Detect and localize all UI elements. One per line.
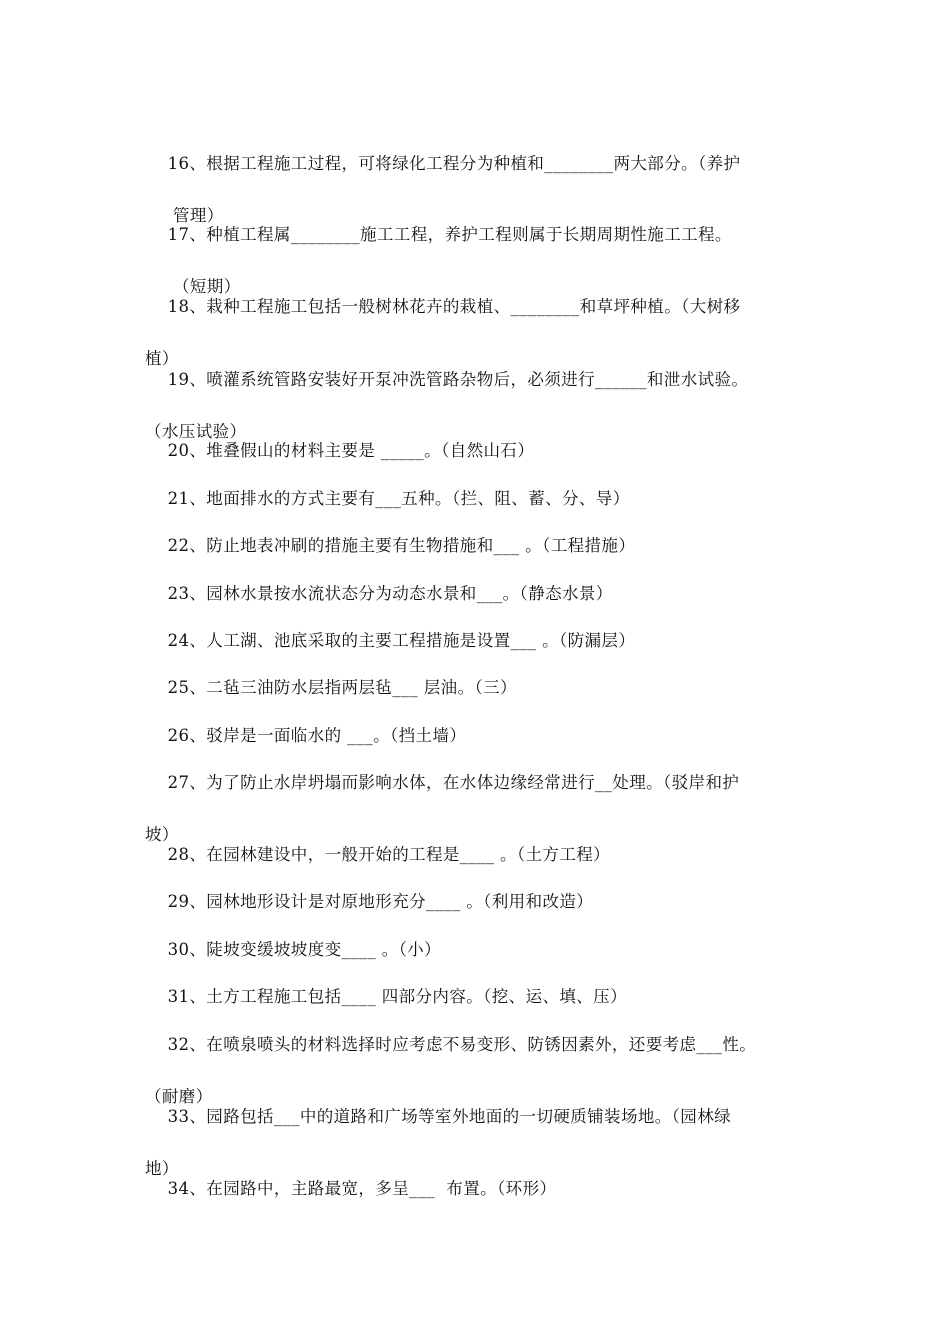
question-text: 30、陡坡变缓坡坡度变____ 。（小） [167,940,442,959]
question-text: 26、驳岸是一面临水的 ___。（挡土墙） [167,726,467,745]
question-answer: 植） [145,349,179,368]
question-answer: （水压试验） [145,422,247,441]
question-answer: 管理） [173,206,224,225]
question-text: 32、在喷泉喷头的材料选择时应考虑不易变形、防锈因素外，还要考虑___性。 [167,1035,757,1054]
question-34 [145,1150,805,1228]
question-text: 18、栽种工程施工包括一般树林花卉的栽植、________和草坪种植。（大树移 [167,297,741,316]
question-text: 17、种植工程属________施工工程，养护工程则属于长期周期性施工工程。 [167,225,732,244]
question-answer: 地） [145,1159,179,1178]
question-text: 24、人工湖、池底采取的主要工程措施是设置___ 。（防漏层） [167,631,636,650]
question-text: 23、园林水景按水流状态分为动态水景和___。（静态水景） [167,584,613,603]
question-text: 28、在园林建设中，一般开始的工程是____ 。（土方工程） [167,845,611,864]
question-answer: 坡） [145,825,179,844]
question-text: 29、园林地形设计是对原地形充分____ 。（利用和改造） [167,892,594,911]
question-text: 20、堆叠假山的材料主要是 _____。（自然山石） [167,441,535,460]
question-answer: （耐磨） [145,1087,213,1106]
question-text: 31、土方工程施工包括____ 四部分内容。（挖、运、填、压） [167,987,627,1006]
question-text: 27、为了防止水岸坍塌而影响水体，在水体边缘经常进行__处理。（驳岸和护 [167,773,740,792]
question-text: 21、地面排水的方式主要有___五种。（拦、阻、蓄、分、导） [167,489,630,508]
question-text: 33、园路包括___中的道路和广场等室外地面的一切硬质铺装场地。（园林绿 [167,1107,731,1126]
question-text: 34、在园路中，主路最宽，多呈___ 布置。（环形） [167,1179,557,1198]
question-text: 19、喷灌系统管路安装好开泵冲洗管路杂物后，必须进行______和泄水试验。 [167,370,749,389]
question-text: 16、根据工程施工过程，可将绿化工程分为种植和________两大部分。（养护 [167,154,741,173]
question-text: 25、二毡三油防水层指两层毡___ 层油。（三） [167,678,517,697]
question-text: 22、防止地表冲刷的措施主要有生物措施和___ 。（工程措施） [167,536,636,555]
question-answer: （短期） [173,277,241,296]
